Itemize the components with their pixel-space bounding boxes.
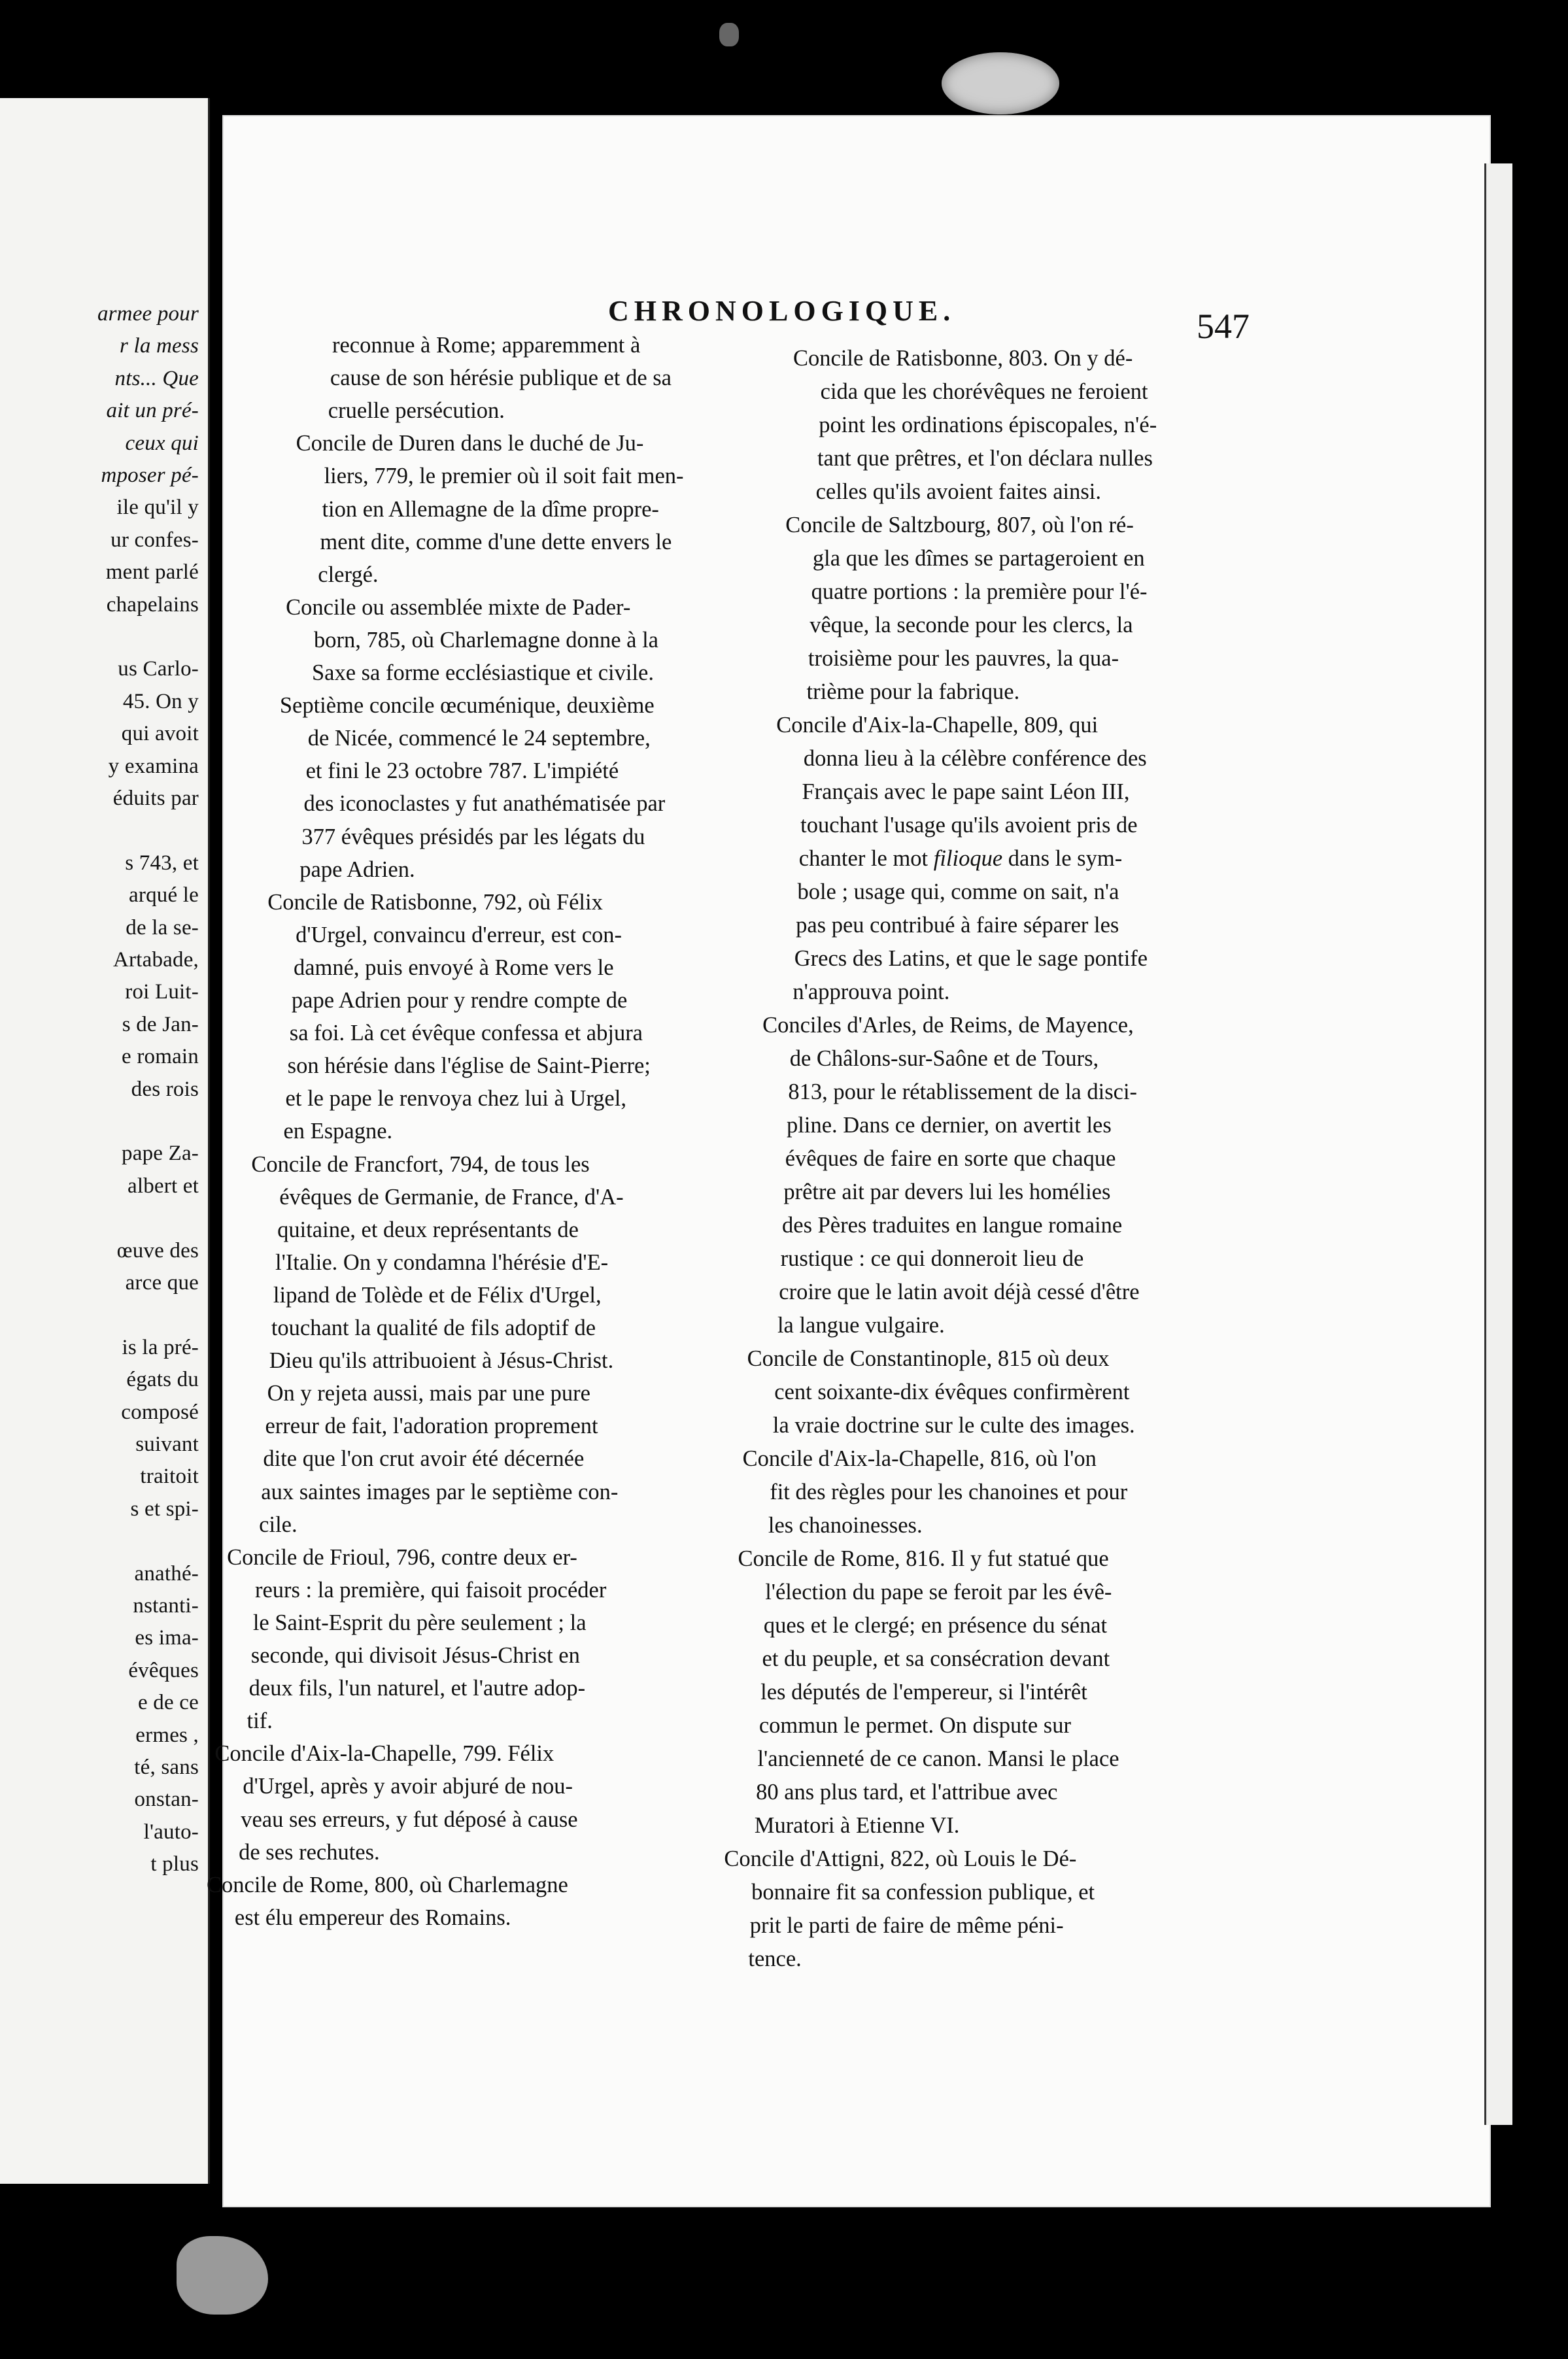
text-line: évêques de faire en sorte que chaque bbox=[785, 1146, 1116, 1171]
text-line: e de ce bbox=[138, 1691, 199, 1715]
text-line: de Châlons-sur-Saône et de Tours, bbox=[789, 1046, 1099, 1071]
text-line: cent soixante-dix évêques confirmèrent bbox=[774, 1380, 1130, 1404]
text-line: clergé. bbox=[318, 562, 379, 587]
text-line: de la se- bbox=[126, 915, 199, 940]
text-line: ceux qui bbox=[125, 431, 199, 455]
text-line: y examina bbox=[108, 754, 199, 778]
text-line: œuve des bbox=[116, 1238, 199, 1263]
text-line: l'auto- bbox=[143, 1820, 199, 1844]
text-line: bole ; usage qui, comme on sait, n'a bbox=[797, 879, 1119, 904]
text-line: et le pape le renvoya chez lui à Urgel, bbox=[285, 1086, 626, 1112]
text-line: donna lieu à la célèbre conférence des bbox=[803, 746, 1147, 771]
text-line: arce que bbox=[125, 1271, 199, 1295]
text-line: des rois bbox=[131, 1077, 199, 1101]
text-line: éduits par bbox=[112, 787, 199, 810]
text-line: r la mess bbox=[120, 334, 199, 358]
text-line: l'élection du pape se feroit par les évê- bbox=[765, 1580, 1112, 1604]
text-line: suivant bbox=[135, 1433, 199, 1456]
text-line: t plus bbox=[150, 1852, 199, 1876]
text-line: veau ses erreurs, y fut déposé à cause bbox=[241, 1807, 578, 1832]
text-line: mposer pé- bbox=[101, 464, 199, 487]
text-line: ur confes- bbox=[111, 528, 199, 552]
text-line: Concile de Ratisbonne, 792, où Félix bbox=[267, 889, 603, 915]
text-line: pape Za- bbox=[122, 1142, 199, 1166]
text-line: es ima- bbox=[135, 1626, 199, 1650]
text-line: est élu empereur des Romains. bbox=[234, 1905, 511, 1930]
text-line: et du peuple, et sa consécration devant bbox=[762, 1646, 1110, 1671]
text-line: e romain bbox=[122, 1045, 199, 1069]
text-line: ques et le clergé; en présence du sénat bbox=[763, 1613, 1108, 1638]
text-line: les chanoinesses. bbox=[768, 1513, 923, 1538]
text-line: pline. Dans ce dernier, on avertit les bbox=[787, 1113, 1112, 1138]
text-line: cile. bbox=[259, 1512, 298, 1537]
text-line: ait un pré- bbox=[106, 399, 199, 423]
text-line: tence. bbox=[748, 1946, 802, 1971]
text-line: vêque, la seconde pour les clercs, la bbox=[810, 613, 1133, 637]
text-line: l'ancienneté de ce canon. Mansi le place bbox=[757, 1746, 1119, 1771]
text-line: seconde, qui divisoit Jésus-Christ en bbox=[250, 1643, 580, 1668]
text-line: l'Italie. On y condamna l'hérésie d'E- bbox=[275, 1249, 609, 1275]
text-line: la vraie doctrine sur le culte des images. bbox=[772, 1413, 1135, 1438]
text-line: 80 ans plus tard, et l'attribue avec bbox=[756, 1780, 1058, 1805]
text-line: cause de son hérésie publique et de sa bbox=[330, 365, 672, 391]
text-line: s 743, et bbox=[125, 851, 199, 875]
text-line: Dieu qu'ils attribuoient à Jésus-Christ. bbox=[269, 1348, 614, 1374]
text-line: touchant la qualité de fils adoptif de bbox=[271, 1315, 596, 1340]
text-line: trième pour la fabrique. bbox=[806, 679, 1020, 704]
text-line: commun le permet. On dispute sur bbox=[758, 1713, 1071, 1738]
text-line: Concile de Duren dans le duché de Ju- bbox=[296, 431, 644, 456]
text-line: rustique : ce qui donneroit lieu de bbox=[780, 1246, 1084, 1271]
text-line: celles qu'ils avoient faites ainsi. bbox=[815, 479, 1101, 504]
text-line: arqué le bbox=[129, 883, 199, 908]
text-line: cruelle persécution. bbox=[328, 398, 505, 424]
text-line: ment dite, comme d'une dette envers le bbox=[320, 529, 672, 554]
text-line: quitaine, et deux représentants de bbox=[277, 1217, 579, 1242]
text-line: Septième concile œcuménique, deuxième bbox=[279, 693, 655, 719]
text-line: 377 évêques présidés par les légats du bbox=[301, 824, 645, 849]
text-line: Concile d'Attigni, 822, où Louis le Dé- bbox=[724, 1846, 1077, 1871]
text-line: son hérésie dans l'église de Saint-Pierre; bbox=[287, 1053, 651, 1079]
text-line: quatre portions : la première pour l'é- bbox=[811, 579, 1148, 604]
text-line: tant que prêtres, et l'on déclara nulles bbox=[817, 446, 1153, 471]
running-title: CHRONOLOGIQUE. bbox=[608, 295, 956, 327]
text-line: tion en Allemagne de la dîme propre- bbox=[322, 496, 659, 522]
text-line: chanter le mot filioque dans le sym- bbox=[798, 846, 1123, 871]
text-line: us Carlo- bbox=[118, 657, 199, 681]
text-line: de Nicée, commencé le 24 septembre, bbox=[307, 726, 651, 751]
text-line: Concile de Frioul, 796, contre deux er- bbox=[227, 1544, 577, 1570]
text-line: Muratori à Etienne VI. bbox=[754, 1813, 960, 1838]
text-line: fit des règles pour les chanoines et pour bbox=[770, 1480, 1128, 1504]
text-line: n'approuva point. bbox=[793, 979, 950, 1004]
text-line: pas peu contribué à faire séparer les bbox=[796, 913, 1119, 938]
text-line: tif. bbox=[247, 1708, 273, 1734]
text-line: et fini le 23 octobre 787. L'impiété bbox=[305, 758, 619, 784]
text-line: Concile de Rome, 800, où Charlemagne bbox=[207, 1872, 568, 1897]
text-line: 813, pour le rétablissement de la disci- bbox=[788, 1079, 1138, 1104]
text-line: erreur de fait, l'adoration proprement bbox=[265, 1414, 598, 1439]
text-line: deux fils, l'un naturel, et l'autre adop- bbox=[248, 1676, 586, 1701]
text-line: qui avoit bbox=[121, 722, 199, 746]
text-line: damné, puis envoyé à Rome vers le bbox=[293, 955, 614, 980]
text-line: reurs : la première, qui faisoit procéder bbox=[254, 1577, 607, 1603]
text-line: lipand de Tolède et de Félix d'Urgel, bbox=[273, 1282, 602, 1308]
text-line: Concile d'Aix-la-Chapelle, 799. Félix bbox=[214, 1741, 554, 1767]
text-line: Concile de Rome, 816. Il y fut statué que bbox=[738, 1546, 1109, 1571]
text-line: Concile de Saltzbourg, 807, où l'on ré- bbox=[785, 513, 1134, 537]
text-line: s et spi- bbox=[130, 1497, 199, 1521]
text-line: d'Urgel, après y avoir abjuré de nou- bbox=[243, 1774, 573, 1799]
text-line: touchant l'usage qu'ils avoient pris de bbox=[800, 813, 1138, 838]
text-line: onstan- bbox=[134, 1788, 199, 1812]
text-line: pape Adrien. bbox=[299, 857, 415, 882]
text-line: pape Adrien pour y rendre compte de bbox=[291, 988, 628, 1013]
text-line: évêques bbox=[128, 1658, 199, 1682]
text-line: croire que le latin avoit déjà cessé d'être bbox=[779, 1280, 1140, 1304]
text-line: té, sans bbox=[134, 1756, 199, 1779]
paper-blemish bbox=[177, 2236, 268, 2315]
text-line: Grecs des Latins, et que le sage pontife bbox=[794, 946, 1148, 971]
text-line: bonnaire fit sa confession publique, et bbox=[751, 1880, 1095, 1905]
italic-term: filioque bbox=[933, 846, 1003, 871]
text-line: troisième pour les pauvres, la qua- bbox=[808, 646, 1119, 671]
paper-blemish bbox=[942, 52, 1059, 114]
text-line: égats du bbox=[126, 1368, 199, 1392]
text-line: Concile d'Aix-la-Chapelle, 809, qui bbox=[776, 713, 1099, 738]
text-line: nts... Que bbox=[114, 366, 199, 390]
text-line: ermes , bbox=[135, 1723, 199, 1747]
text-line: liers, 779, le premier où il soit fait men- bbox=[324, 464, 684, 489]
text-line: 45. On y bbox=[122, 689, 199, 713]
text-line: s de Jan- bbox=[122, 1012, 199, 1036]
text-line: roi Luit- bbox=[125, 980, 199, 1004]
text-line: armee pour bbox=[97, 302, 199, 326]
text-line: born, 785, où Charlemagne donne à la bbox=[314, 627, 658, 653]
text-line: Concile de Constantinople, 815 où deux bbox=[747, 1346, 1110, 1371]
text-line: traitoit bbox=[140, 1465, 199, 1489]
text-line: is la pré- bbox=[122, 1335, 199, 1359]
text-line: Saxe sa forme ecclésiastique et civile. bbox=[311, 660, 654, 685]
text-line: aux saintes images par le septième con- bbox=[261, 1479, 619, 1504]
text-line: la langue vulgaire. bbox=[777, 1313, 945, 1338]
text-line: point les ordinations épiscopales, n'é- bbox=[819, 413, 1157, 437]
text-line: prêtre ait par devers lui les homélies bbox=[783, 1180, 1111, 1204]
paper-blemish bbox=[719, 23, 739, 46]
text-line: Concile de Francfort, 794, de tous les bbox=[251, 1151, 590, 1177]
text-line: albert et bbox=[128, 1174, 199, 1198]
text-line: nstanti- bbox=[133, 1594, 199, 1618]
previous-page-fragment bbox=[0, 98, 210, 2184]
text-line: des iconoclastes y fut anathématisée par bbox=[303, 791, 666, 817]
text-line: On y rejeta aussi, mais par une pure bbox=[267, 1381, 590, 1406]
text-line: Concile ou assemblée mixte de Pader- bbox=[286, 594, 631, 620]
text-line: sa foi. Là cet évêque confessa et abjura bbox=[289, 1021, 643, 1046]
page-number: 547 bbox=[1197, 307, 1250, 346]
text-line: ile qu'il y bbox=[116, 496, 199, 520]
text-line: de ses rechutes. bbox=[239, 1839, 380, 1865]
text-line: composé bbox=[121, 1400, 199, 1424]
text-line: des Pères traduites en langue romaine bbox=[782, 1213, 1123, 1238]
text-line: évêques de Germanie, de France, d'A- bbox=[279, 1184, 624, 1210]
text-line: dite que l'on crut avoir été décernée bbox=[263, 1446, 585, 1472]
text-line: les députés de l'empereur, si l'intérêt bbox=[760, 1680, 1087, 1705]
text-line: Français avec le pape saint Léon III, bbox=[802, 779, 1130, 804]
text-line: Concile de Ratisbonne, 803. On y dé- bbox=[793, 346, 1133, 371]
text-line: ment parlé bbox=[105, 560, 199, 585]
text-line: Conciles d'Arles, de Reims, de Mayence, bbox=[762, 1013, 1134, 1038]
text-line: reconnue à Rome; apparemment à bbox=[332, 333, 641, 358]
text-line: Artabade, bbox=[113, 948, 199, 972]
text-line: en Espagne. bbox=[283, 1119, 393, 1144]
text-line: gla que les dîmes se partageroient en bbox=[812, 546, 1145, 571]
page-edge bbox=[1484, 163, 1512, 2125]
text-line: chapelains bbox=[106, 592, 199, 617]
text-line: cida que les chorévêques ne feroient bbox=[820, 379, 1148, 404]
text-line: Concile d'Aix-la-Chapelle, 816, où l'on bbox=[742, 1446, 1097, 1471]
text-line: d'Urgel, convaincu d'erreur, est con- bbox=[296, 922, 622, 947]
text-line: anathé- bbox=[134, 1561, 199, 1586]
text-line: le Saint-Esprit du père seulement ; la bbox=[252, 1610, 587, 1635]
text-line: prit le parti de faire de même péni- bbox=[749, 1913, 1064, 1938]
